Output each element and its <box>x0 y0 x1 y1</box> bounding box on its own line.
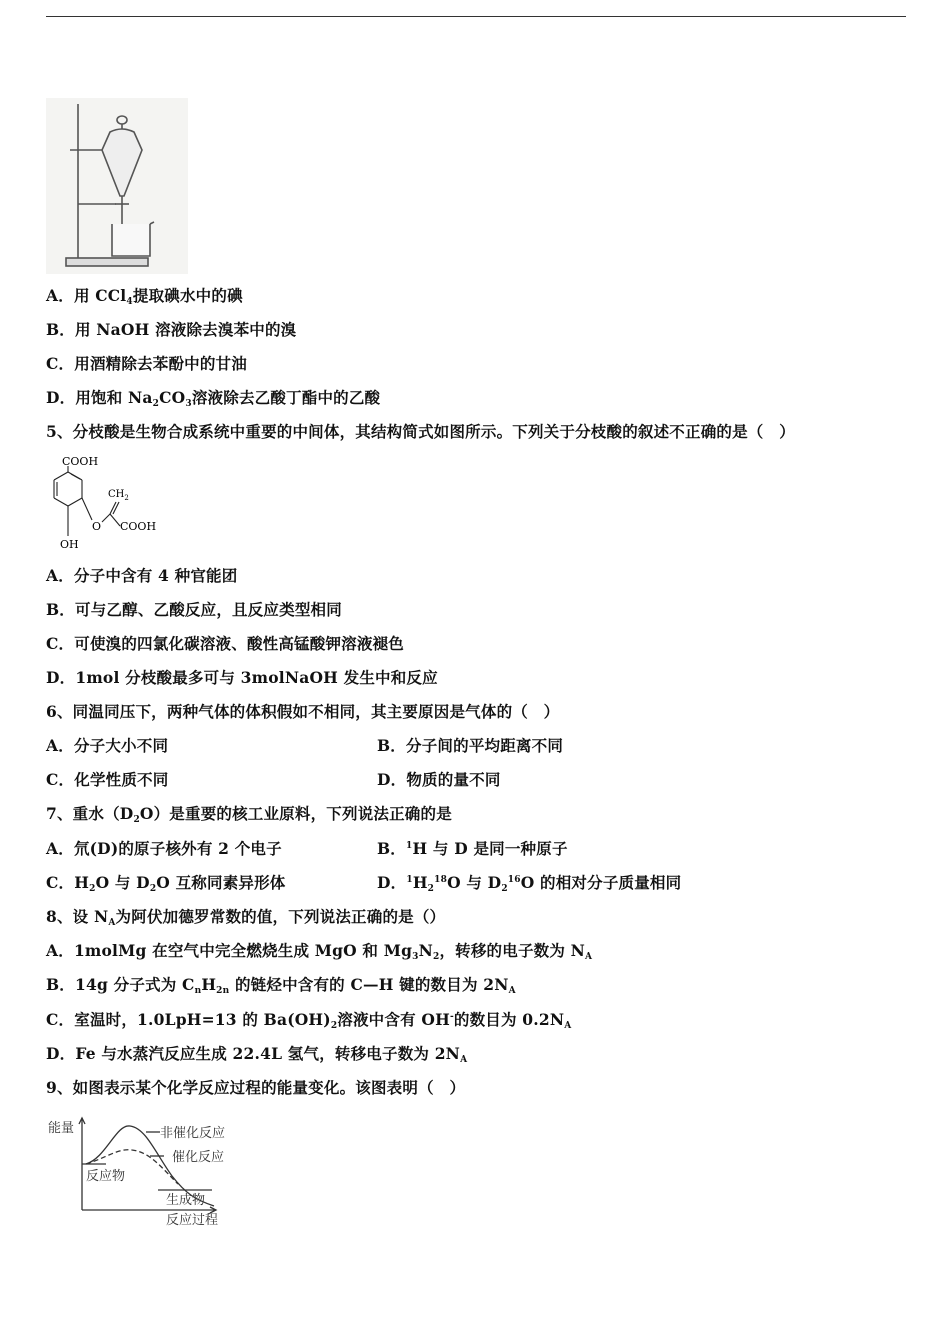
q4-option-d: D．用饱和 $Na_2CO_3$溶液除去乙酸丁酯中的乙酸 <box>46 388 381 409</box>
cooh-right-label: COOH <box>120 520 157 533</box>
q5-option-b: B．可与乙醇、乙酸反应，且反应类型相同 <box>46 600 342 619</box>
separatory-funnel-figure <box>46 98 188 274</box>
q8-option-a: A．1molMg 在空气中完全燃烧生成 MgO 和 $Mg_3N_2$，转移的电子数为 $N_A$ <box>46 941 593 962</box>
uncatalyzed-label: 非催化反应 <box>160 1126 226 1141</box>
product-label: 生成物 <box>166 1193 206 1208</box>
ether-o-label: O <box>92 520 102 533</box>
q6-option-d: D．物质的量不同 <box>377 770 501 789</box>
energy-diagram <box>46 1114 242 1230</box>
q6-option-c: C．化学性质不同 <box>46 770 169 789</box>
q6-stem: 6、同温同压下，两种气体的体积假如不相同，其主要原因是气体的（ ） <box>46 702 560 721</box>
q7-stem: 7、重水$(D_2O)$是重要的核工业原料，下列说法正确的是 <box>46 804 452 825</box>
oh-label: OH <box>60 538 79 551</box>
q6-option-a: A．分子大小不同 <box>46 736 169 755</box>
q7-option-d: D．$^1H_2^{18}O$ 与 $D_2^{16}O$ 的相对分子质量相同 <box>377 873 682 894</box>
q4-option-a: A．用 CCl$_4$提取碘水中的碘 <box>46 286 243 307</box>
q5-stem: 5、分枝酸是生物合成系统中重要的中间体，其结构简式如图所示。下列关于分枝酸的叙述不正确的是（ ） <box>46 422 795 441</box>
q6-option-b: B．分子间的平均距离不同 <box>377 736 564 755</box>
q7-option-b: B．$^1$H 与 D 是同一种原子 <box>377 839 568 858</box>
q4-option-b: B．用 NaOH 溶液除去溴苯中的溴 <box>46 320 297 339</box>
header-rule <box>46 16 906 17</box>
y-axis-label: 能量 <box>48 1121 75 1136</box>
q4-option-c: C．用酒精除去苯酚中的甘油 <box>46 354 247 373</box>
q8-option-c: C．室温时，1.0LpH=13 的 $Ba(OH)_2$溶液中含有 OH-的数目为 $0.2N_A$ <box>46 1010 572 1031</box>
q8-stem: 8、设 $N_A$为阿伏加德罗常数的值，下列说法正确的是（） <box>46 907 446 928</box>
q7-option-a: A．氘(D)的原子核外有 2 个电子 <box>46 839 282 858</box>
q8-option-d: D．Fe 与水蒸汽反应生成 22.4L 氢气，转移电子数为 $2N_A$ <box>46 1044 468 1065</box>
catalyzed-label: 催化反应 <box>172 1150 225 1165</box>
q5-option-a: A．分子中含有 4 种官能团 <box>46 566 238 585</box>
q5-option-d: D．1mol 分枝酸最多可与 3molNaOH 发生中和反应 <box>46 668 438 687</box>
q7-option-c: C．$H_2O$ 与 $D_2O$ 互称同素异形体 <box>46 873 286 894</box>
cooh-top-label: COOH <box>62 455 99 468</box>
reactant-label: 反应物 <box>86 1169 126 1184</box>
q9-stem: 9、如图表示某个化学反应过程的能量变化。该图表明（ ） <box>46 1078 466 1097</box>
q8-option-b: B．14g 分子式为 $C_nH_{2n}$ 的链烃中含有的 C—H 键的数目为 $2N_A$ <box>46 975 516 996</box>
ch2-label: $CH_2$ <box>108 489 129 502</box>
x-axis-label: 反应过程 <box>166 1213 219 1228</box>
q5-option-c: C．可使溴的四氯化碳溶液、酸性高锰酸钾溶液褪色 <box>46 634 404 653</box>
chorismic-acid-structure <box>44 452 174 556</box>
